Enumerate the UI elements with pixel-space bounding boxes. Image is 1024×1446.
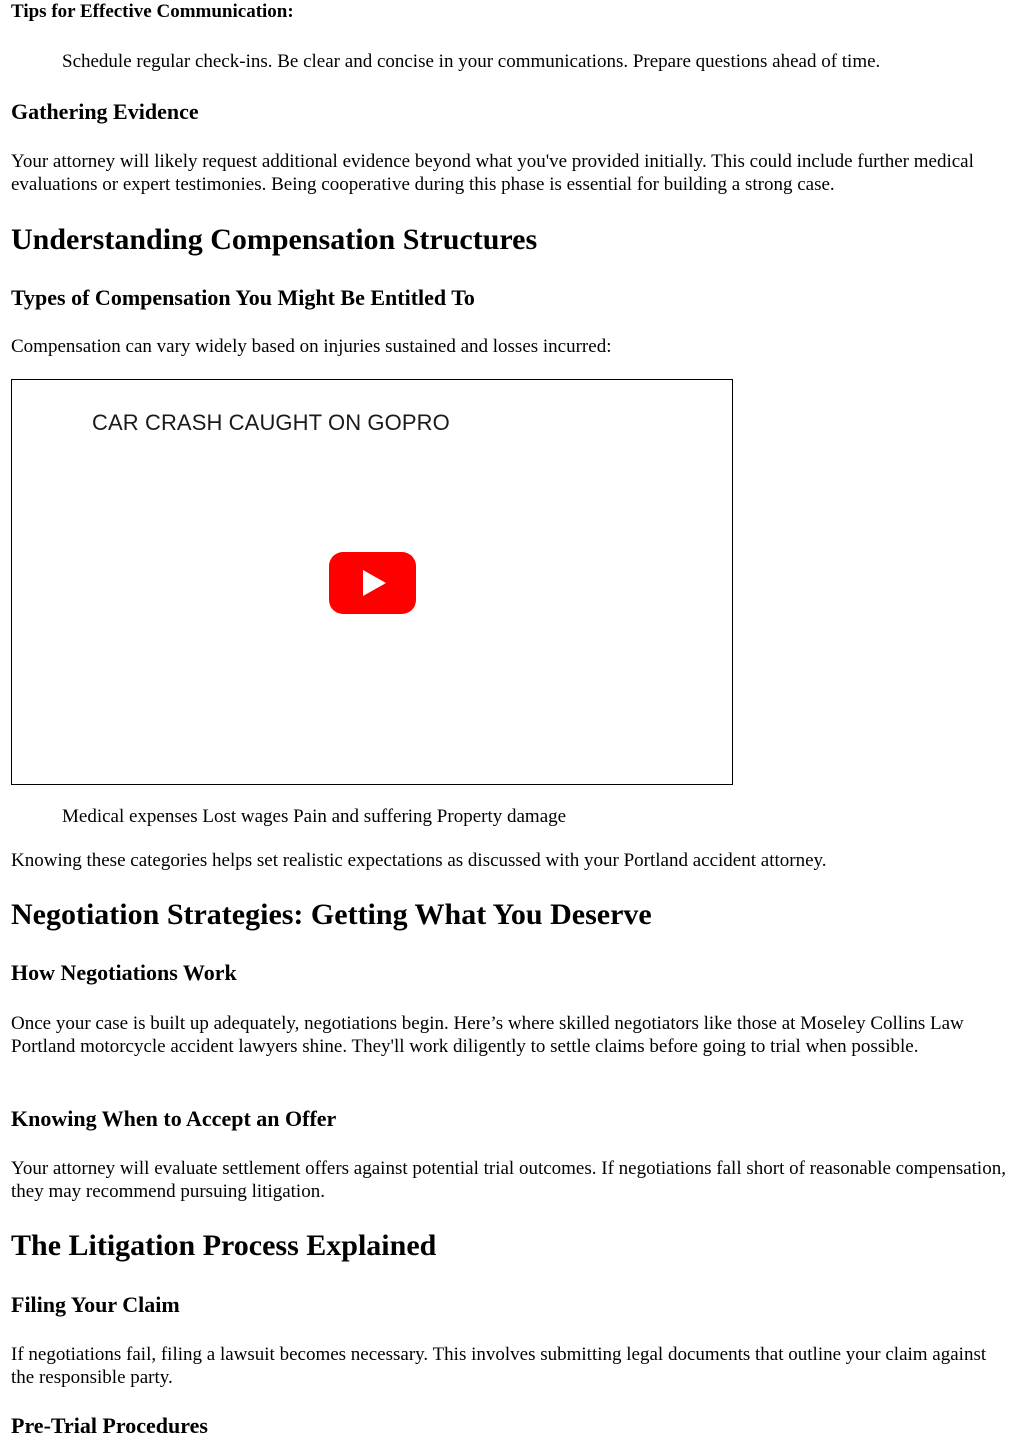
accept-offer-heading: Knowing When to Accept an Offer (11, 1106, 337, 1131)
video-embed[interactable] (11, 379, 733, 785)
compensation-types-list: Medical expenses Lost wages Pain and suffering Property damage (62, 806, 567, 827)
gathering-evidence-heading: Gathering Evidence (11, 99, 199, 124)
compensation-closing-paragraph: Knowing these categories helps set realistic expectations as discussed with your Portland accident attorney. (11, 850, 827, 871)
how-negotiations-work-paragraph: Once your case is built up adequately, negotiations begin. Here’s where skilled negotiators like those at Moseley Collins Law Portland motorcycle accident lawyers shine. They'll work diligently to settle claims before going to trial when possible. (11, 1013, 964, 1057)
video-title[interactable]: CAR CRASH CAUGHT ON GOPRO (92, 410, 450, 435)
filing-claim-heading: Filing Your Claim (11, 1292, 180, 1317)
communication-tips-heading: Tips for Effective Communication: (11, 1, 294, 22)
play-icon (363, 570, 386, 596)
compensation-intro-paragraph: Compensation can vary widely based on injuries sustained and losses incurred: (11, 336, 612, 357)
accept-offer-paragraph: Your attorney will evaluate settlement offers against potential trial outcomes. If negotiations fall short of reasonable compensation, they may recommend pursuing litigation. (11, 1158, 1006, 1202)
play-button[interactable] (329, 552, 416, 614)
negotiation-strategies-heading: Negotiation Strategies: Getting What You Deserve (11, 898, 652, 931)
filing-claim-paragraph: If negotiations fail, filing a lawsuit becomes necessary. This involves submitting legal documents that outline your claim against the responsible party. (11, 1344, 987, 1388)
compensation-types-heading: Types of Compensation You Might Be Entitled To (11, 285, 475, 310)
litigation-process-heading: The Litigation Process Explained (11, 1229, 437, 1262)
compensation-structures-heading: Understanding Compensation Structures (11, 223, 538, 256)
pre-trial-procedures-heading: Pre-Trial Procedures (11, 1413, 208, 1438)
gathering-evidence-paragraph: Your attorney will likely request additional evidence beyond what you've provided initially. This could include further medical evaluations or expert testimonies. Being cooperative during this phase is essential for building a strong case. (11, 151, 974, 195)
communication-tips-list: Schedule regular check-ins. Be clear and concise in your communications. Prepare questions ahead of time. (62, 51, 881, 72)
how-negotiations-work-heading: How Negotiations Work (11, 960, 237, 985)
